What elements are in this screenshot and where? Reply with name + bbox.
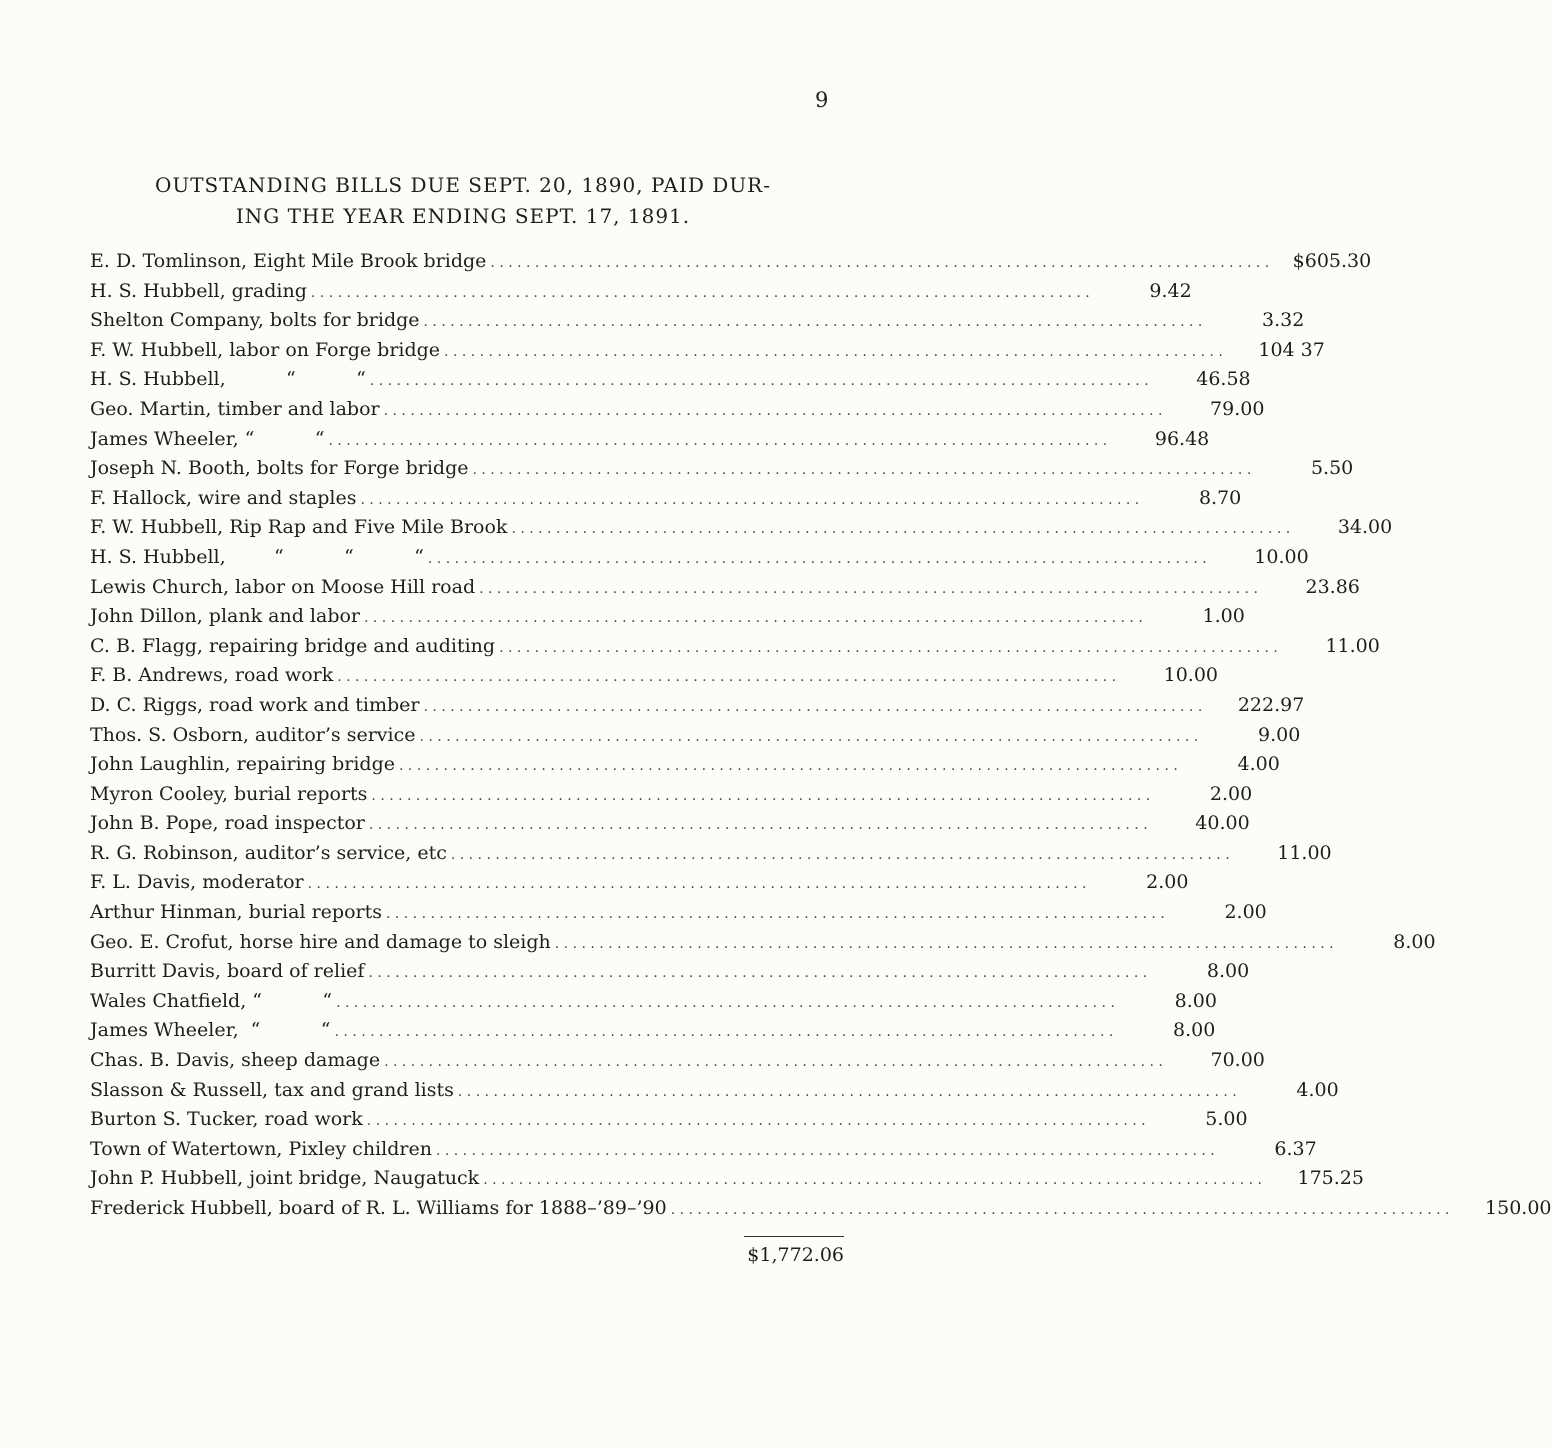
dot-leader [424, 699, 1203, 715]
dot-leader [499, 640, 1278, 656]
bill-description: H. S. Hubbell, “ “ [90, 368, 366, 391]
ledger-row [90, 930, 1436, 961]
bill-description: John B. Pope, road inspector [90, 812, 365, 835]
bill-description: F. B. Andrews, road work [90, 664, 334, 687]
bill-amount: 2.00 [1146, 871, 1189, 894]
ledger-row [90, 309, 1305, 339]
ledger-row [90, 812, 1250, 842]
bill-description: Town of Watertown, Pixley children [90, 1137, 432, 1160]
dot-leader [367, 1113, 1146, 1129]
dot-leader [386, 906, 1165, 922]
bill-amount: 96.48 [1154, 427, 1210, 450]
ledger-row [90, 486, 1242, 517]
dot-leader [328, 433, 1107, 449]
ledger-row [90, 1197, 1552, 1227]
ledger-row [90, 901, 1267, 931]
bill-description: F. W. Hubbell, labor on Forge bridge [90, 338, 441, 361]
bill-description: Slasson & Russell, tax and grand lists [90, 1078, 454, 1101]
ledger-row [90, 960, 1250, 990]
bill-amount: 4.00 [1296, 1078, 1339, 1101]
ledger-row [90, 279, 1192, 310]
bill-amount: 104 37 [1258, 338, 1325, 361]
ledger-row [90, 723, 1301, 754]
bill-amount: 222.97 [1237, 693, 1305, 716]
bill-description: Joseph N. Booth, bolts for Forge bridge [90, 457, 469, 480]
bill-description: F. Hallock, wire and staples [90, 486, 357, 509]
ledger-row [90, 545, 1309, 576]
bill-description: Arthur Hinman, burial reports [90, 901, 382, 924]
dot-leader [428, 551, 1207, 567]
ledger-row [90, 427, 1210, 458]
bill-amount: 2.00 [1209, 782, 1253, 805]
bill-amount: 5.50 [1310, 457, 1354, 480]
total-amount: $1,772.06 [747, 1244, 844, 1266]
bill-description: John P. Hubbell, joint bridge, Naugatuck [90, 1167, 480, 1190]
ledger-row [90, 664, 1219, 694]
dot-leader [671, 1202, 1450, 1218]
bill-amount: 8.70 [1198, 486, 1242, 509]
ledger-row [90, 841, 1332, 872]
bill-description: John Laughlin, repairing bridge [90, 753, 396, 776]
bill-description: Burton S. Tucker, road work [90, 1108, 363, 1131]
dot-leader [490, 255, 1269, 271]
bill-description: Geo. E. Crofut, horse hire and damage to sleigh [90, 930, 551, 953]
bill-description: R. G. Robinson, auditor’s service, etc [90, 841, 447, 864]
dot-leader [336, 995, 1115, 1011]
bill-description: Chas. B. Davis, sheep damage [90, 1049, 381, 1072]
heading-line-1: OUTSTANDING BILLS DUE SEPT. 20, 1890, PAID DUR- [154, 173, 772, 197]
bill-amount: 8.00 [1206, 960, 1250, 983]
dot-leader [436, 1143, 1215, 1159]
dot-leader [555, 936, 1334, 952]
page-number: 9 [815, 88, 829, 112]
bill-description: Frederick Hubbell, board of R. L. Williams for 1888–’89–’90 [90, 1197, 667, 1219]
total-rule [744, 1236, 844, 1237]
ledger-row [90, 782, 1253, 813]
bill-amount: 34.00 [1337, 516, 1393, 539]
bill-description: D. C. Riggs, road work and timber [90, 693, 420, 716]
bill-description: E. D. Tomlinson, Eight Mile Brook bridge [90, 250, 487, 272]
ledger-row [90, 693, 1305, 724]
bill-amount: 8.00 [1393, 930, 1436, 953]
ledger-row [90, 516, 1393, 546]
dot-leader [384, 403, 1163, 419]
bill-description: H. S. Hubbell, “ “ “ [90, 545, 424, 568]
bill-description: Shelton Company, bolts for bridge [90, 309, 420, 332]
dot-leader [335, 1024, 1114, 1040]
ledger-row [90, 457, 1354, 487]
bill-description: F. L. Davis, moderator [90, 871, 304, 894]
ledger-row [90, 871, 1189, 901]
dot-leader [337, 669, 1116, 685]
bills-ledger [90, 250, 1552, 1227]
bill-description: Myron Cooley, burial reports [90, 782, 368, 805]
bill-description: Lewis Church, labor on Moose Hill road [90, 575, 476, 598]
dot-leader [371, 788, 1150, 804]
bill-amount: 2.00 [1224, 901, 1267, 924]
dot-leader [369, 817, 1148, 833]
bill-amount: 150.00 [1485, 1197, 1552, 1219]
bill-amount: 10.00 [1163, 664, 1219, 687]
ledger-row [90, 753, 1280, 783]
ledger-row [90, 634, 1380, 665]
dot-leader [384, 1054, 1163, 1070]
ledger-row [90, 1108, 1248, 1138]
bill-amount: 46.58 [1196, 368, 1251, 391]
bill-description: James Wheeler, “ “ [90, 1019, 331, 1042]
heading-line-2: ING THE YEAR ENDING SEPT. 17, 1891. [235, 204, 691, 228]
bill-amount: 1.00 [1202, 605, 1245, 628]
bill-amount: 70.00 [1210, 1049, 1265, 1072]
dot-leader [483, 1172, 1262, 1188]
dot-leader [308, 876, 1087, 892]
bill-amount: 11.00 [1325, 634, 1380, 657]
dot-leader [311, 285, 1090, 301]
dot-leader [420, 729, 1199, 745]
dot-leader [479, 581, 1258, 597]
bill-description: Thos. S. Osborn, auditor’s service [90, 723, 416, 746]
dot-leader [360, 492, 1139, 508]
bill-amount: 10.00 [1254, 545, 1309, 568]
bill-amount: 9.00 [1257, 723, 1301, 746]
bill-amount: 175.25 [1297, 1167, 1364, 1190]
bill-amount: 4.00 [1237, 753, 1280, 776]
bill-amount: 23.86 [1305, 575, 1360, 598]
bill-description: H. S. Hubbell, grading [90, 279, 307, 302]
ledger-row [90, 1167, 1364, 1197]
ledger-row [90, 1019, 1216, 1049]
bill-description: James Wheeler, “ “ [90, 427, 325, 450]
bill-amount: 5.00 [1205, 1108, 1248, 1131]
ledger-row [90, 605, 1245, 635]
ledger-row [90, 250, 1372, 280]
dot-leader [511, 521, 1290, 537]
bill-amount: 11.00 [1277, 841, 1332, 864]
bill-amount: 40.00 [1195, 812, 1250, 835]
ledger-row [90, 575, 1360, 606]
bill-description: C. B. Flagg, repairing bridge and auditing [90, 634, 496, 657]
dot-leader [370, 373, 1149, 389]
dot-leader [444, 344, 1223, 360]
dot-leader [451, 847, 1230, 863]
ledger-row [90, 1137, 1317, 1168]
ledger-row [90, 1049, 1265, 1079]
bill-amount: $605.30 [1292, 250, 1372, 272]
bill-description: Burritt Davis, board of relief [90, 960, 365, 983]
bill-amount: 6.37 [1274, 1137, 1317, 1160]
ledger-row [90, 989, 1217, 1020]
dot-leader [364, 610, 1143, 626]
bill-amount: 8.00 [1174, 989, 1217, 1012]
bill-description: F. W. Hubbell, Rip Rap and Five Mile Brook [90, 516, 508, 539]
dot-leader [472, 462, 1251, 478]
bill-description: Geo. Martin, timber and labor [90, 397, 380, 420]
ledger-row [90, 368, 1251, 398]
ledger-row [90, 338, 1325, 369]
bill-amount: 8.00 [1173, 1019, 1216, 1042]
section-heading [88, 170, 838, 232]
dot-leader [399, 758, 1178, 774]
ledger-row [90, 1078, 1339, 1109]
dot-leader [458, 1084, 1237, 1100]
dot-leader [368, 965, 1147, 981]
bill-amount: 79.00 [1210, 397, 1265, 420]
bill-description: Wales Chatfield, “ “ [90, 989, 333, 1012]
dot-leader [424, 314, 1203, 330]
bill-description: John Dillon, plank and labor [90, 605, 360, 628]
bill-amount: 9.42 [1149, 279, 1192, 302]
ledger-row [90, 397, 1265, 428]
bill-amount: 3.32 [1262, 309, 1305, 332]
